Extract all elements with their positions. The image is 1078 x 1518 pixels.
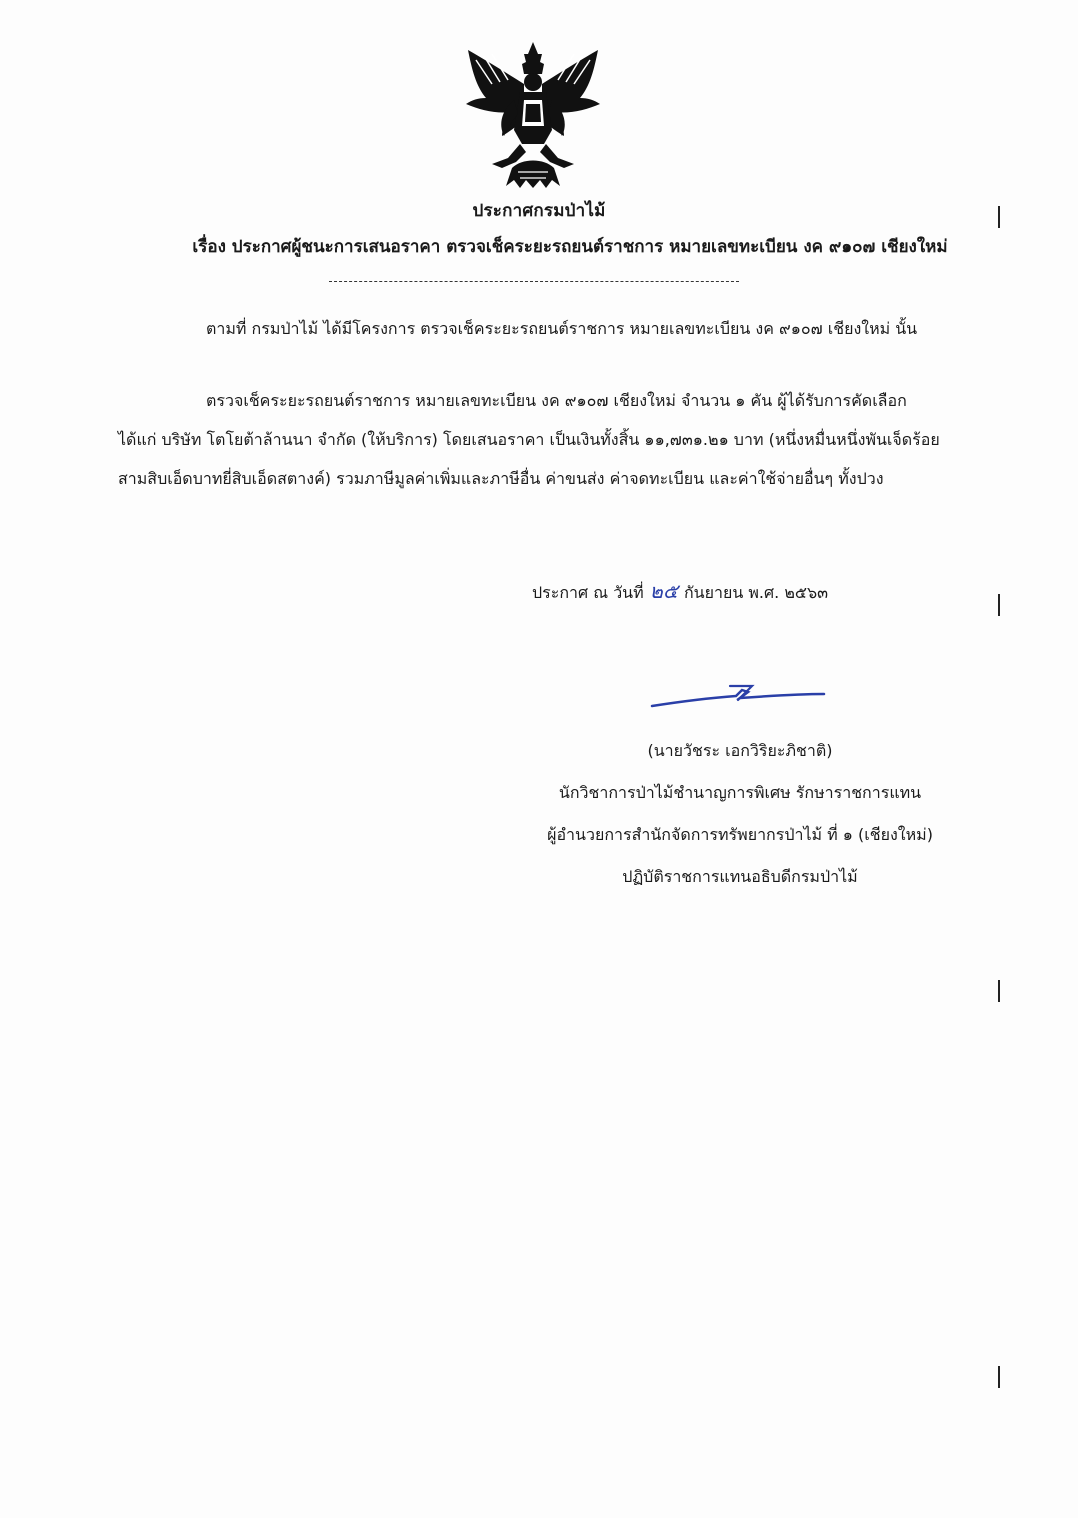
paragraph-2-text: ตรวจเช็คระยะรถยนต์ราชการ หมายเลขทะเบียน งค ๙๑๐๗ เชียงใหม่ จำนวน ๑ คัน ผู้ได้รับการคัดเลือก ได้แก่ บริษัท โตโยต้าล้านนา จำกัด (ให้บริการ) โดยเสนอราคา เป็นเงินทั้งสิ้น ๑๑,๗๓๑.๒๑ บาท (หนึ่งหมื่นหนึ่งพันเจ็ดร้อยสามสิบเอ็ดบาทยี่สิบเอ็ดสตางค์) รวมภาษีมูลค่าเพิ่มและภาษีอื่น ค่าขนส่ง ค่าจดทะเบียน และค่าใช้จ่ายอื่นๆ ทั้งปวง xyxy=(118,391,940,488)
paragraph-1-text: ตามที่ กรมป่าไม้ ได้มีโครงการ ตรวจเช็คระยะรถยนต์ราชการ หมายเลขทะเบียน งค ๙๑๐๗ เชียงใหม่ นั้น xyxy=(206,319,918,338)
signatory-block xyxy=(520,730,960,898)
handwritten-day: ๒๕ xyxy=(649,579,678,603)
declaration-date-line xyxy=(532,575,828,607)
declaration-suffix: กันยายน พ.ศ. ๒๕๖๓ xyxy=(683,583,829,602)
margin-mark xyxy=(998,1366,1000,1388)
body-paragraph-2 xyxy=(118,381,948,498)
declaration-prefix: ประกาศ ณ วันที่ xyxy=(532,583,644,602)
signatory-position-2: ผู้อำนวยการสำนักจัดการทรัพยากรป่าไม้ ที่ ๑ (เชียงใหม่) xyxy=(547,825,933,844)
margin-mark xyxy=(998,594,1000,616)
document-subject: เรื่อง ประกาศผู้ชนะการเสนอราคา ตรวจเช็คระยะรถยนต์ราชการ หมายเลขทะเบียน งค ๙๑๐๗ เชียงใหม่ xyxy=(192,237,948,257)
document-title: ประกาศกรมป่าไม้ xyxy=(472,201,606,221)
handwritten-signature xyxy=(648,676,828,716)
margin-mark xyxy=(998,980,1000,1002)
signatory-position-3: ปฏิบัติราชการแทนอธิบดีกรมป่าไม้ xyxy=(622,867,858,886)
divider xyxy=(329,281,739,282)
garuda-emblem-icon xyxy=(462,40,604,190)
signatory-name: (นายวัชระ เอกวิริยะภิชาติ) xyxy=(647,741,833,760)
body-paragraph-1 xyxy=(118,309,948,348)
signatory-position-1: นักวิชาการป่าไม้ชำนาญการพิเศษ รักษาราชการแทน xyxy=(558,783,922,802)
margin-mark xyxy=(998,206,1000,228)
